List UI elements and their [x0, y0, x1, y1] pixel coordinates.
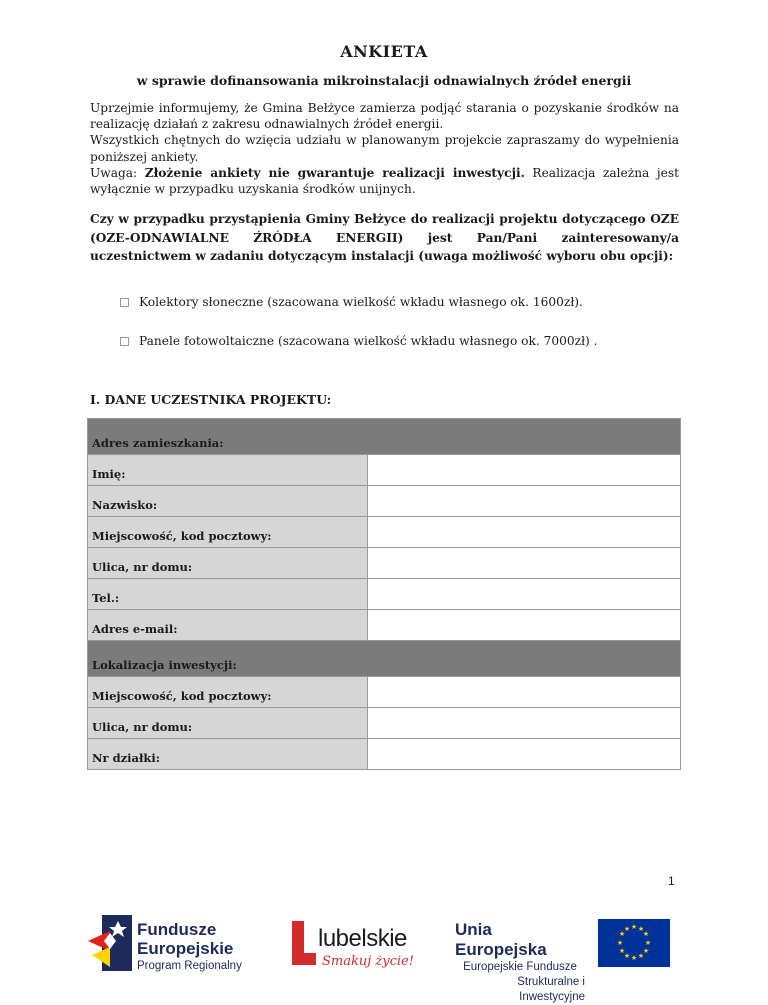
svg-text:★: ★ — [630, 923, 638, 931]
field-input-first-name[interactable] — [368, 455, 681, 486]
form-header-residence — [88, 419, 681, 455]
form-row — [88, 517, 681, 548]
fe-line-2: Europejskie — [137, 939, 234, 958]
field-label-inv-street: Ulica, nr domu: — [88, 708, 368, 739]
page-number: 1 — [668, 874, 675, 888]
svg-text:★: ★ — [637, 925, 645, 933]
note-rest: Realizacja zależna jest wyłącznie w przypadku uzyskania środków unijnych. — [90, 165, 679, 197]
field-input-street[interactable] — [368, 548, 681, 579]
fundusze-europejskie-text — [137, 920, 242, 974]
section-title: I. DANE UCZESTNIKA PROJEKTU: — [90, 392, 332, 407]
survey-question: Czy w przypadku przystąpienia Gminy Bełżyce do realizacji projektu dotyczącego OZE (OZE-ODNAWIALNE ŹRÓDŁA ENERGII) jest Pan/Pani zainteresowany/a uczestnictwem w zadaniu dotyczącym instalacji (uwaga możliwość wyboru obu opcji): — [90, 212, 679, 263]
field-label-street: Ulica, nr domu: — [88, 548, 368, 579]
note-bold: Złożenie ankiety nie gwarantuje realizacji inwestycji. — [144, 165, 525, 180]
form-row — [88, 610, 681, 641]
form-row — [88, 548, 681, 579]
participant-form-table — [87, 418, 681, 770]
footer-logos — [0, 905, 768, 1003]
field-input-plot-number[interactable] — [368, 739, 681, 770]
form-header-investment-label: Lokalizacja inwestycji: — [88, 641, 681, 677]
field-input-city-postcode[interactable] — [368, 517, 681, 548]
field-label-first-name: Imię: — [88, 455, 368, 486]
document-title: ANKIETA — [340, 42, 428, 61]
fe-line-1: Fundusze — [137, 920, 217, 939]
svg-text:★: ★ — [623, 925, 631, 933]
ue-line-2: Europejskie Fundusze — [463, 961, 577, 973]
field-input-last-name[interactable] — [368, 486, 681, 517]
svg-text:★: ★ — [630, 954, 638, 962]
note-label: Uwaga: — [90, 165, 145, 180]
svg-text:★: ★ — [623, 952, 631, 960]
field-input-inv-street[interactable] — [368, 708, 681, 739]
intro-paragraph-1: Uprzejmie informujemy, że Gmina Bełżyce zamierza podjąć starania o pozyskanie środków na realizację działań z zakresu odnawialnych źródeł energii. — [90, 101, 679, 132]
document-subtitle: w sprawie dofinansowania mikroinstalacji odnawialnych źródeł energii — [136, 73, 632, 88]
svg-text:★: ★ — [616, 939, 624, 947]
lubelskie-slogan: Smakuj życie! — [322, 954, 414, 969]
form-row — [88, 708, 681, 739]
form-row — [88, 579, 681, 610]
field-input-email[interactable] — [368, 610, 681, 641]
field-label-city-postcode: Miejscowość, kod pocztowy: — [88, 517, 368, 548]
field-label-phone: Tel.: — [88, 579, 368, 610]
option-photovoltaic-panels[interactable] — [120, 334, 598, 348]
field-label-plot-number: Nr działki: — [88, 739, 368, 770]
svg-text:★: ★ — [642, 947, 650, 955]
lubelskie-wordmark: lubelskie — [318, 925, 407, 952]
field-input-inv-city-postcode[interactable] — [368, 677, 681, 708]
checkbox-photovoltaic-panels[interactable] — [120, 337, 129, 346]
intro-paragraph-3 — [90, 165, 679, 197]
svg-text:★: ★ — [637, 952, 645, 960]
ue-line-1: Unia Europejska — [455, 920, 547, 959]
form-header-investment — [88, 641, 681, 677]
form-header-residence-label: Adres zamieszkania: — [88, 419, 681, 455]
field-label-last-name: Nazwisko: — [88, 486, 368, 517]
option-solar-collectors[interactable] — [120, 295, 583, 309]
form-row — [88, 486, 681, 517]
svg-text:★: ★ — [618, 947, 626, 955]
field-label-email: Adres e-mail: — [88, 610, 368, 641]
checkbox-solar-collectors[interactable] — [120, 298, 129, 307]
form-row — [88, 677, 681, 708]
intro-text — [90, 100, 679, 197]
fundusze-europejskie-logo-icon — [88, 913, 132, 973]
form-row — [88, 739, 681, 770]
form-row — [88, 455, 681, 486]
option-photovoltaic-panels-label: Panele fotowoltaiczne (szacowana wielkość wkładu własnego ok. 7000zł) . — [139, 334, 598, 348]
ue-line-3: Strukturalne i Inwestycyjne — [517, 976, 585, 1003]
lubelskie-logo-icon — [288, 919, 318, 969]
svg-text:★: ★ — [642, 930, 650, 938]
field-label-inv-city-postcode: Miejscowość, kod pocztowy: — [88, 677, 368, 708]
unia-europejska-text — [455, 920, 585, 1005]
fe-line-3: Program Regionalny — [137, 960, 242, 972]
option-solar-collectors-label: Kolektory słoneczne (szacowana wielkość wkładu własnego ok. 1600zł). — [139, 295, 583, 309]
field-input-phone[interactable] — [368, 579, 681, 610]
svg-text:★: ★ — [644, 939, 652, 947]
svg-text:★: ★ — [618, 930, 626, 938]
intro-paragraph-2: Wszystkich chętnych do wzięcia udziału w planowanym projekcie zapraszamy do wypełnienia poniższej ankiety. — [90, 133, 679, 164]
eu-flag-icon — [598, 919, 670, 967]
